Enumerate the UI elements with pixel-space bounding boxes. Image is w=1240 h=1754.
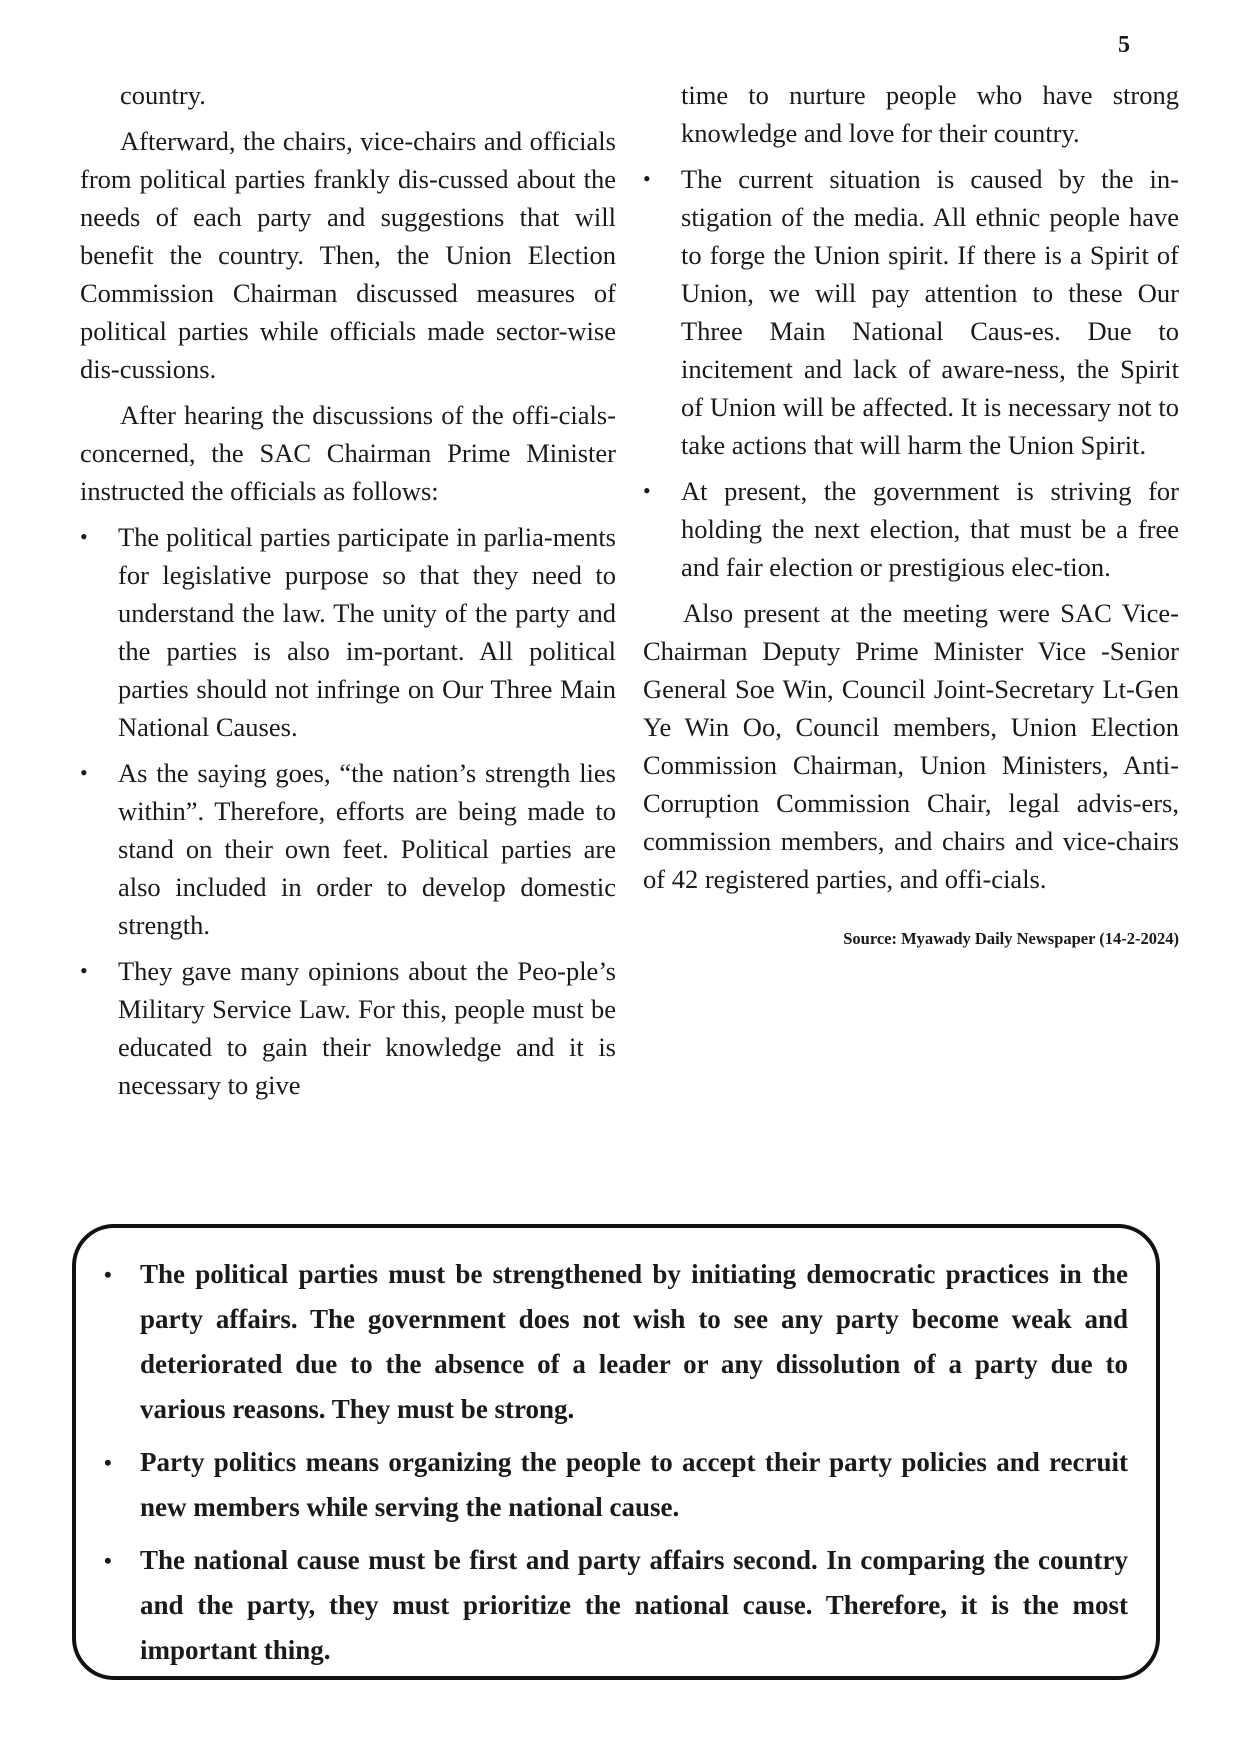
attendees-paragraph: Also present at the meeting were SAC Vice-Chairman Deputy Prime Minister Vice -Senior General Soe Win, Council Joint-Secretary Lt-Gen Ye Win Oo, Council members, Union Election Commission Chairman, Union Ministers, Anti-Corruption Commission Chair, legal advis-ers, commission members, and chairs and vice-chairs of 42 registered parties, and offi-cials. [643,598,1179,894]
instruction-list [80,518,616,1104]
key-points-box [72,1224,1160,1680]
page-number: 5 [1118,32,1130,58]
paragraph: Afterward, the chairs, vice-chairs and officials from political parties frankly dis-cussed about the needs of each party and suggestions that will benefit the country. Then, the Union Election Commission Chairman discussed measures of political parties while officials made sector-wise dis-cussions. [80,126,616,384]
right-column [643,76,1179,950]
list-item [80,754,616,944]
left-column [80,76,616,1112]
list-item-text: The current situation is caused by the in-stigation of the media. All ethnic people have to forge the Union spirit. If there is a Spirit of Union, we will pay attention to these Our Three Main National Caus-es. Due to incitement and lack of aware-ness, the Spirit of Union will be affected. It is necessary not to take actions that will harm the Union Spirit. [681,164,1179,460]
list-item [643,160,1179,464]
key-point [104,1252,1128,1432]
bullet-icon: • [643,166,651,191]
list-item-text: At present, the government is striving for holding the next election, that must be a free and fair election or prestigious elec-tion. [681,476,1179,582]
list-item-text: They gave many opinions about the Peo-ple’s Military Service Law. For this, people must be educated to gain their knowledge and it is necessary to give [118,956,616,1100]
key-point-text: The national cause must be first and party affairs second. In comparing the country and the party, they must prioritize the national cause. Therefore, it is the most important thing. [140,1545,1128,1665]
instruction-list-continued [643,76,1179,586]
list-item-continuation [643,76,1179,152]
list-item-text: As the saying goes, “the nation’s strength lies within”. Therefore, efforts are being made to stand on their own feet. Political parties are also included in order to develop domestic strength. [118,758,616,940]
bullet-icon: • [80,958,88,983]
bullet-icon: • [80,524,88,549]
list-item [643,472,1179,586]
list-item [80,952,616,1104]
continuation-text: country. [120,80,206,110]
list-item-text: time to nurture people who have strong knowledge and love for their country. [681,80,1179,148]
key-point [104,1538,1128,1673]
paragraph: After hearing the discussions of the offi-cials-concerned, the SAC Chairman Prime Minister instructed the officials as follows: [80,400,616,506]
list-item [80,518,616,746]
bullet-icon: • [104,1450,112,1475]
key-points-list [104,1252,1128,1673]
key-point-text: Party politics means organizing the people to accept their party policies and recruit new members while serving the national cause. [140,1447,1128,1522]
bullet-icon: • [80,760,88,785]
bullet-icon: • [104,1262,112,1287]
list-item-text: The political parties participate in parlia-ments for legislative purpose so that they need to understand the law. The unity of the party and the parties is also im-portant. All political parties should not infringe on Our Three Main National Causes. [118,522,616,742]
key-point [104,1440,1128,1530]
key-point-text: The political parties must be strengthened by initiating democratic practices in the party affairs. The government does not wish to see any party become weak and deteriorated due to the absence of a leader or any dissolution of a party due to various reasons. They must be strong. [140,1259,1128,1424]
source-citation: Source: Myawady Daily Newspaper (14-2-2024) [843,929,1179,948]
bullet-icon: • [104,1548,112,1573]
bullet-icon: • [643,478,651,503]
